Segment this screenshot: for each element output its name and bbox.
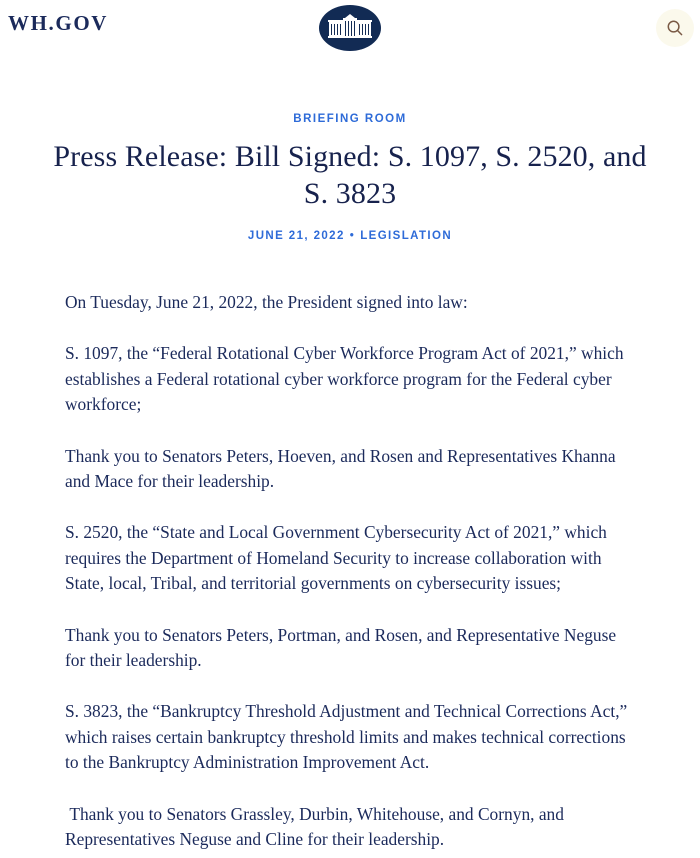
paragraph: S. 3823, the “Bankruptcy Threshold Adjustment and Technical Corrections Act,” which raises certain bankruptcy threshold limits and makes technical corrections to the Bankruptcy Administration Improvement Act. xyxy=(65,701,632,773)
meta-separator: • xyxy=(349,230,356,242)
paragraph: On Tuesday, June 21, 2022, the President signed into law: xyxy=(65,292,468,312)
article xyxy=(0,60,700,853)
paragraph: Thank you to Senators Peters, Portman, and Rosen, and Representative Neguse for their leadership. xyxy=(65,624,621,671)
article-body xyxy=(0,242,700,853)
paragraph: Thank you to Senators Peters, Hoeven, and Rosen and Representatives Khanna and Mace for their leadership. xyxy=(65,445,620,492)
paragraph: Thank you to Senators Grassley, Durbin, Whitehouse, and Cornyn, and Representatives Neguse and Cline for their leadership. xyxy=(65,803,569,850)
briefing-room-link[interactable]: BRIEFING ROOM xyxy=(293,113,407,125)
search-icon xyxy=(666,19,684,37)
publish-date: JUNE 21, 2022 xyxy=(247,230,345,242)
breadcrumb-briefing-room xyxy=(0,60,700,125)
site-wordmark-link[interactable]: WH.GOV xyxy=(8,11,109,35)
paragraph: S. 2520, the “State and Local Government Cybersecurity Act of 2021,” which requires the Department of Homeland Security to increase collaboration with State, local, Tribal, and territorial governments on cybersecurity issues; xyxy=(65,522,612,594)
site-header xyxy=(0,0,700,60)
paragraph: S. 1097, the “Federal Rotational Cyber Workforce Program Act of 2021,” which establishes a Federal rotational cyber workforce program for the Federal cyber workforce; xyxy=(65,343,628,415)
page-title: Press Release: Bill Signed: S. 1097, S. 2520, and S. 3823 xyxy=(53,140,647,210)
search-button[interactable] xyxy=(656,9,694,47)
category-link[interactable]: LEGISLATION xyxy=(360,230,453,242)
white-house-seal-icon xyxy=(319,5,381,51)
article-meta xyxy=(0,212,700,242)
